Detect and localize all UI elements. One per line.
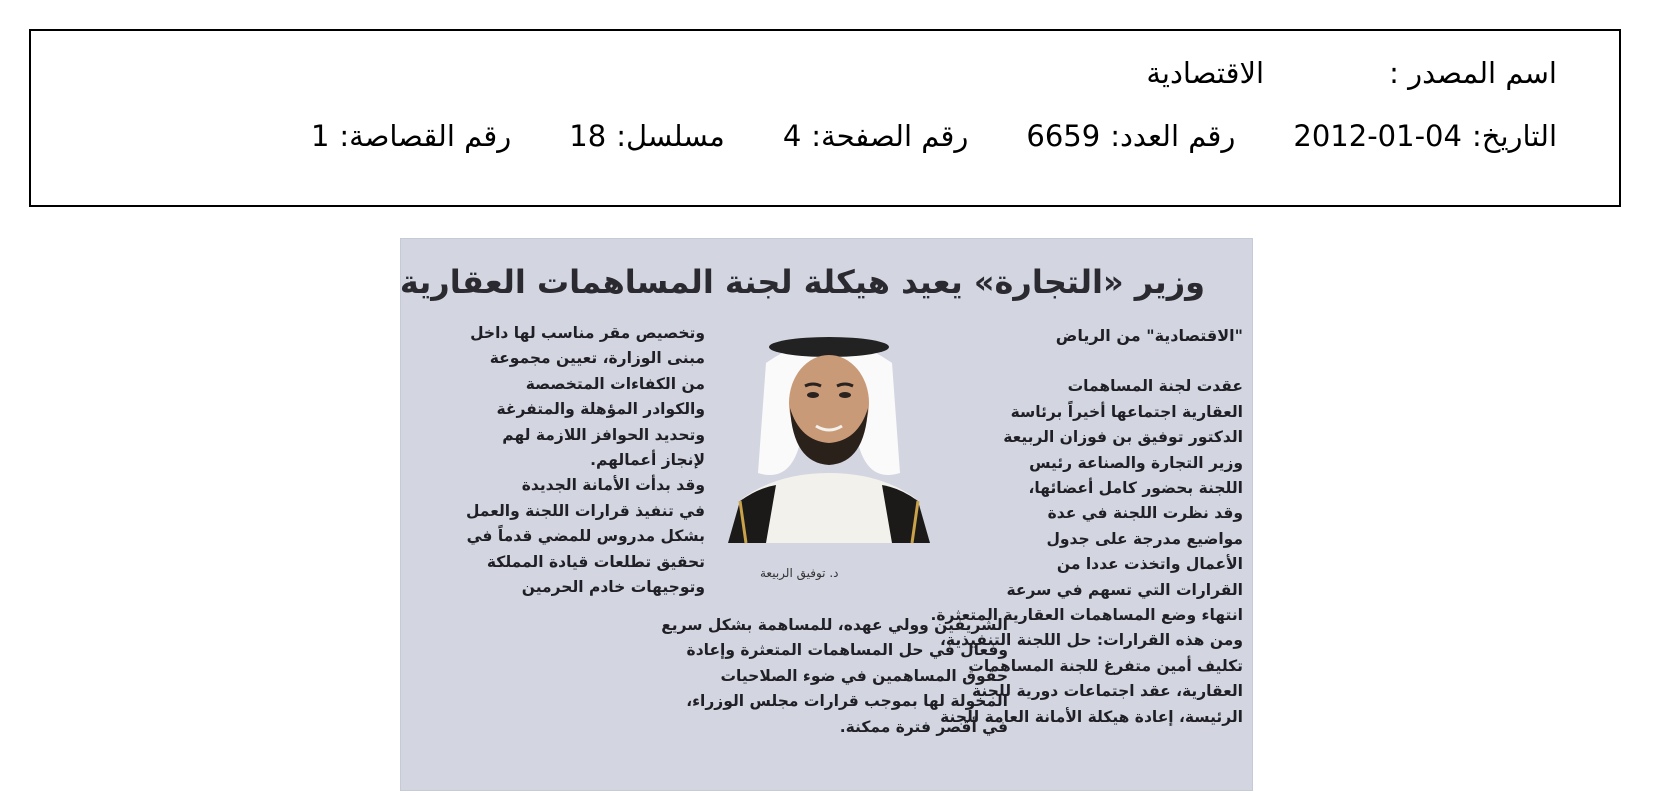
article-text-line: العقارية، عقد اجتماعات دورية للجنة xyxy=(972,682,1243,701)
article-text-line: تحقيق تطلعات قيادة المملكة xyxy=(486,552,705,571)
column-bottom-body xyxy=(661,613,1008,740)
article-column-bottom xyxy=(661,613,1008,740)
article-column-left xyxy=(415,321,705,600)
portrait-image xyxy=(718,323,940,543)
article-text-line: اللجنة بحضور كامل أعضائها، xyxy=(1028,479,1243,498)
article-text-line: بشكل مدروس للمضي قدماً في xyxy=(466,527,705,546)
column-left-body xyxy=(415,321,705,600)
serial-value: 18 xyxy=(569,119,607,153)
column-right-body xyxy=(930,374,1243,730)
article-text-line: في أقصر فترة ممكنة. xyxy=(839,717,1008,736)
article-text-line: الأعمال واتخذت عددا من xyxy=(1056,555,1243,574)
article-text-line: الشريفين وولي عهده، للمساهمة بشكل سريع xyxy=(661,616,1008,634)
article-text-line: مواضيع مدرجة على جدول xyxy=(1046,529,1243,548)
source-label: اسم المصدر : xyxy=(1389,56,1557,90)
article-text-line: في تنفيذ قرارات اللجنة والعمل xyxy=(465,501,705,520)
article-text-line: الرئيسة، إعادة هيكلة الأمانة العامة للجنة xyxy=(940,707,1243,726)
article-text-line: لإنجاز أعمالهم. xyxy=(590,451,705,470)
article-text-line: من الكفاءات المتخصصة xyxy=(525,374,705,393)
article-text-line: المخولة لها بموجب قرارات مجلس الوزراء، xyxy=(686,692,1008,711)
article-text-line: وفعال في حل المساهمات المتعثرة وإعادة xyxy=(686,641,1008,660)
article-text-line: وزير التجارة والصناعة رئيس xyxy=(1029,453,1243,472)
meta-row xyxy=(51,116,1557,156)
article-column-right xyxy=(930,323,1243,730)
article-text-line: انتهاء وضع المساهمات العقارية المتعثرة. xyxy=(930,606,1243,625)
page-label: رقم الصفحة: xyxy=(811,119,969,153)
article-text-line: وتوجيهات خادم الحرمين xyxy=(521,578,705,597)
article-headline: وزير «التجارة» يعيد هيكلة لجنة المساهمات العقارية xyxy=(399,263,1205,301)
source-value: الاقتصادية xyxy=(1146,56,1265,90)
issue-label: رقم العدد: xyxy=(1110,119,1236,153)
article-text-line: وقد بدأت الأمانة الجديدة xyxy=(521,476,705,495)
serial-label: مسلسل: xyxy=(616,119,725,153)
article-text-line: ومن هذه القرارات: حل اللجنة التنفيذية، xyxy=(940,631,1243,650)
clip-value: 1 xyxy=(310,119,330,153)
date-label: التاريخ: xyxy=(1471,119,1557,153)
article-text-line: وتخصيص مقر مناسب لها داخل xyxy=(470,324,705,342)
article-text-line: القرارات التي تسهم في سرعة xyxy=(1006,580,1243,599)
article-text-line: عقدت لجنة المساهمات xyxy=(1067,377,1243,396)
issue-value: 6659 xyxy=(1026,119,1101,153)
article-text-line: الدكتور توفيق بن فوزان الربيعة xyxy=(1003,428,1243,447)
clip-label: رقم القصاصة: xyxy=(339,119,512,153)
article-text-line: وتحديد الحوافز اللازمة لهم xyxy=(502,425,705,444)
photo-caption: د. توفيق الربيعة xyxy=(760,566,839,580)
newspaper-clipping xyxy=(400,238,1253,791)
date-value: 2012-01-04 xyxy=(1293,119,1462,153)
source-row xyxy=(51,53,1557,93)
page-value: 4 xyxy=(782,119,802,153)
article-text-line: تكليف أمين متفرغ للجنة المساهمات xyxy=(968,656,1243,675)
article-text-line: والكوادر المؤهلة والمتفرغة xyxy=(496,400,705,419)
minister-photo xyxy=(718,323,940,543)
article-text-line: العقارية اجتماعها أخيراً برئاسة xyxy=(1010,402,1243,421)
article-text-line: حقوق المساهمين في ضوء الصلاحيات xyxy=(720,666,1008,685)
article-byline: "الاقتصادية" من الرياض xyxy=(1055,326,1243,345)
source-info-box xyxy=(29,29,1621,207)
article-text-line: مبنى الوزارة، تعيين مجموعة xyxy=(489,349,705,368)
article-text-line: وقد نظرت اللجنة في عدة xyxy=(1047,504,1243,523)
